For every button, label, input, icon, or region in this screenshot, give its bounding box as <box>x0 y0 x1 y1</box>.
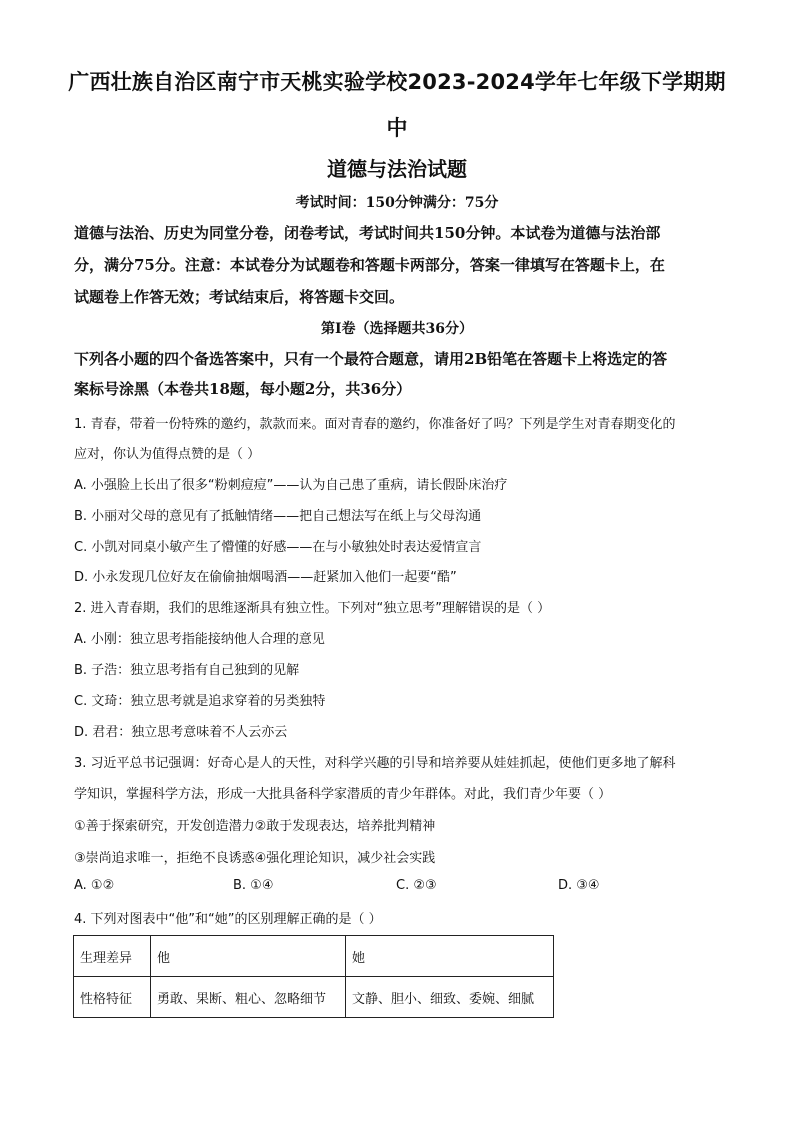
q3-statements: ③崇尚追求唯一，拒绝不良诱惑④强化理论知识，减少社会实践 <box>74 851 436 866</box>
notice-line: 分，满分75分。注意：本试卷分为试题卷和答题卡两部分，答案一律填写在答题卡上，在 <box>74 256 665 274</box>
table-cell: 她 <box>346 936 554 977</box>
table-cell: 他 <box>151 936 346 977</box>
section-instruction: 案标号涂黑（本卷共18题，每小题2分，共36分） <box>74 380 412 398</box>
table-cell: 生理差异 <box>74 936 151 977</box>
exam-info: 考试时间：150分钟满分：75分 <box>295 195 499 211</box>
q3-statements: ①善于探索研究，开发创造潜力②敢于发现表达，培养批判精神 <box>74 819 436 834</box>
q1-option-a: A. 小强脸上长出了很多“粉刺痘痘”——认为自己患了重病，请长假卧床治疗 <box>74 478 508 493</box>
notice-line: 试题卷上作答无效；考试结束后，将答题卡交回。 <box>74 288 405 306</box>
q3-choice-d: D. ③④ <box>558 878 600 893</box>
q4-table <box>73 935 554 1018</box>
q3-stem: 3. 习近平总书记强调：好奇心是人的天性，对科学兴趣的引导和培养要从娃娃抓起，使他们更多地了解科 <box>74 756 676 771</box>
q1-option-b: B. 小丽对父母的意见有了抵触情绪——把自己想法写在纸上与父母沟通 <box>74 509 482 524</box>
q2-option-d: D. 君君：独立思考意味着不人云亦云 <box>74 725 288 740</box>
q4-stem: 4. 下列对图表中“他”和“她”的区别理解正确的是（ ） <box>74 912 382 927</box>
notice-line: 道德与法治、历史为同堂分卷，闭卷考试，考试时间共150分钟。本试卷为道德与法治部 <box>74 224 661 242</box>
table-cell: 勇敢、果断、粗心、忽略细节 <box>151 977 346 1018</box>
q2-option-a: A. 小刚：独立思考指能接纳他人合理的意见 <box>74 632 325 647</box>
q1-option-c: C. 小凯对同桌小敏产生了懵懂的好感——在与小敏独处时表达爱情宣言 <box>74 540 482 555</box>
table-cell: 性格特征 <box>74 977 151 1018</box>
q3-choice-b: B. ①④ <box>233 878 274 893</box>
q1-stem: 应对，你认为值得点赞的是（ ） <box>74 447 261 462</box>
q2-option-b: B. 子浩：独立思考指有自己独到的见解 <box>74 663 300 678</box>
table-row <box>74 936 554 977</box>
q3-stem: 学知识，掌握科学方法，形成一大批具备科学家潜质的青少年群体。对此，我们青少年要（ ） <box>74 787 612 802</box>
exam-title-continued: 中 <box>386 116 408 140</box>
exam-title: 广西壮族自治区南宁市天桃实验学校2023-2024学年七年级下学期期 <box>68 70 726 94</box>
q3-choice-a: A. ①② <box>74 878 115 893</box>
q1-stem: 1. 青春，带着一份特殊的邀约，款款而来。面对青春的邀约，你准备好了吗？下列是学生对青春期变化的 <box>74 417 676 432</box>
q2-stem: 2. 进入青春期，我们的思维逐渐具有独立性。下列对“独立思考”理解错误的是（ ） <box>74 601 551 616</box>
q2-option-c: C. 文琦：独立思考就是追求穿着的另类独特 <box>74 694 326 709</box>
table-cell: 文静、胆小、细致、委婉、细腻 <box>346 977 554 1018</box>
q3-choice-c: C. ②③ <box>396 878 437 893</box>
section-instruction: 下列各小题的四个备选答案中，只有一个最符合题意，请用2B铅笔在答题卡上将选定的答 <box>74 350 668 368</box>
q1-option-d: D. 小永发现几位好友在偷偷抽烟喝酒——赶紧加入他们一起要“酷” <box>74 570 457 585</box>
table-row <box>74 977 554 1018</box>
section-title: 第Ⅰ卷（选择题共36分） <box>320 321 474 337</box>
subject-title: 道德与法治试题 <box>327 157 467 181</box>
